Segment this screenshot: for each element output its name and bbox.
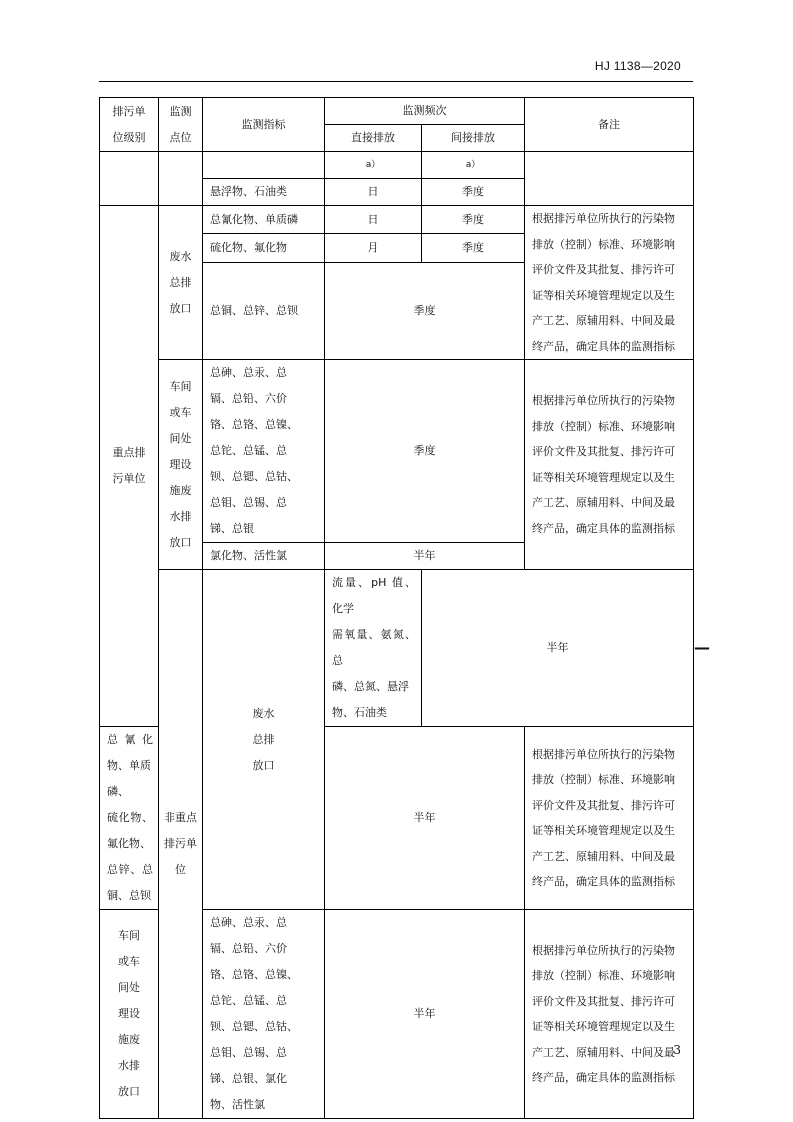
- freq-chloride: 半年: [325, 543, 525, 570]
- note-line: 根据排污单位所执行的污染物: [532, 747, 675, 761]
- note-line: 终产品，确定具体的监测指标: [532, 339, 675, 353]
- note-line: 排放（控制）标准、环境影响: [532, 969, 675, 982]
- site-workshop-nonkey-line: 或车: [118, 955, 140, 968]
- note-nonkey-outlet: [525, 727, 694, 910]
- site-workshop-nonkey-line: 施废: [118, 1033, 140, 1046]
- level-key-line-1: 重点排: [112, 446, 146, 459]
- metals-line: 镉、总铅、六价: [210, 392, 287, 405]
- header-direct: 直接排放: [325, 125, 422, 152]
- freq-indirect-suspended-solids: 季度: [422, 179, 525, 206]
- note-line: 根据排污单位所执行的污染物: [532, 943, 675, 957]
- metals-line: 锑、总银、氯化: [210, 1072, 287, 1085]
- note-line: 产工艺、原辅用料、中间及最: [532, 314, 675, 327]
- header-note: 备注: [525, 98, 694, 152]
- metals-line: 铬、总铬、总镍、: [210, 968, 298, 981]
- freq-flow-ph: 半年: [422, 570, 694, 727]
- site-workshop-key-line: 水排: [169, 509, 192, 523]
- site-outlet-nonkey-line-3: 放口: [252, 758, 275, 772]
- site-outlet-nonkey-line-1: 废水: [252, 706, 275, 720]
- site-workshop-nonkey-line: 理设: [118, 1007, 140, 1020]
- note-line: 终产品，确定具体的监测指标: [532, 521, 675, 535]
- document-code: HJ 1138—2020: [594, 59, 681, 73]
- metals-line: 总钼、总锡、总: [210, 1046, 287, 1059]
- metals-line: 总砷、总汞、总: [210, 916, 287, 929]
- metals-line: 物、活性氯: [210, 1098, 265, 1111]
- indicator-heavy-metals-key: [203, 360, 325, 543]
- note-line: 证等相关环境管理规定以及生: [532, 824, 675, 837]
- indicator-cyanide: 总氰化物、单质磷: [203, 206, 325, 234]
- indicator-chloride: 氯化物、活性氯: [203, 543, 325, 570]
- freq-indirect-cyanide: 季度: [422, 206, 525, 234]
- site-workshop-nonkey-line: 间处: [118, 981, 140, 994]
- header-frequency: 监测频次: [325, 98, 525, 125]
- metals-line: 钡、总锶、总钴、: [210, 1020, 298, 1033]
- indicator-sulfide: 硫化物、氟化物: [203, 234, 325, 262]
- note-line: 评价文件及其批复、排污许可: [532, 445, 675, 458]
- cyanide-line: 总氰化物、单质: [107, 733, 153, 772]
- level-nonkey-line-2: 排污单: [164, 837, 197, 850]
- metals-line: 总钼、总锡、总: [210, 496, 287, 509]
- indicator-cyanide-nonkey: [100, 727, 159, 910]
- site-workshop-key-line: 或车: [169, 405, 192, 419]
- header-site-line-1: 监测: [169, 104, 192, 118]
- flow-line: 物、石油类: [332, 706, 387, 719]
- header-level-line-1: 排污单: [112, 104, 146, 118]
- metals-line: 铬、总铬、总镍、: [210, 418, 298, 431]
- flow-line: 流量、pH 值、化学: [332, 576, 416, 615]
- metals-line: 镉、总铅、六价: [210, 942, 287, 955]
- note-line: 根据排污单位所执行的污染物: [532, 394, 675, 407]
- note-line: 评价文件及其批复、排污许可: [532, 263, 675, 276]
- metals-line: 总砷、总汞、总: [210, 366, 287, 379]
- cont-site-cell: [159, 152, 203, 206]
- freq-direct-suspended-solids: 日: [325, 179, 422, 206]
- site-workshop-nonkey-line: 水排: [118, 1059, 140, 1072]
- cont-note-cell: [525, 152, 694, 206]
- indicator-flow-ph: [325, 570, 422, 727]
- note-line: 产工艺、原辅用料、中间及最: [532, 496, 675, 509]
- flow-line: 磷、总氮、悬浮: [332, 680, 409, 693]
- level-key-unit: [100, 206, 159, 727]
- site-outlet-nonkey: [203, 570, 325, 910]
- footnote-a-direct: a）: [325, 152, 422, 179]
- note-line: 排放（控制）标准、环境影响: [532, 237, 675, 251]
- freq-direct-sulfide: 月: [325, 234, 422, 262]
- note-key-outlet: [525, 206, 694, 360]
- note-line: 终产品，确定具体的监测指标: [532, 1071, 675, 1084]
- note-key-workshop: [525, 360, 694, 570]
- note-line: 评价文件及其批复、排污许可: [532, 994, 675, 1008]
- site-workshop-key: [159, 360, 203, 570]
- site-workshop-key-line: 间处: [169, 431, 192, 445]
- level-nonkey-unit: [159, 570, 203, 1119]
- freq-direct-cyanide: 日: [325, 206, 422, 234]
- site-outlet-key-line-1: 废水: [169, 249, 192, 263]
- site-workshop-nonkey-line: 车间: [118, 929, 140, 942]
- monitoring-frequency-table: 排污单 位级别 监测 点位 监测指标 监测频次 备注 直接排放 间接排放 a） a） 悬浮物、石油类 日 季度 重点排 污单位 废水 总排 放口 总氰化物、单质磷 日 季度 根据排污单位所执行的污染物 排放（控制）标准、环境影响 评价文件及其批复、排污许可 证等相关环境管理规定以及生 产工艺、原辅用料、中间及最 终产品，确定具体的监测指标 硫化物、氟化物 月 季度 总铜、总锌、总钡 季度 车间 或车 间处 理设 施废 水排 放口 总砷、总汞、总 镉、总铅、六价 铬、总铬、总镍、 总铊、总锰、总 钡、总锶、总钴、 总钼、总锡、总 锑、总银 季度 根据排污单位所执行的污染物 排放（控制）标准、环境影响 评价文件及其批复、排污许可 证等相关环境管理规定以及生 产工艺、原辅用料、中间及最 终产品，确定具体的监测指标 氯化物、活性氯 半年 非重点 排污单 位 废水 总排 放口 流量、pH 值、化学 需氧量、氨氮、总 磷、总氮、悬浮 物、石油类 半年 — 总氰化物、单质 磷、 硫化物、氟化物、 总锌、总铜、总钡 半年 根据排污单位所执行的污染物 排放（控制）标准、环境影响 评价文件及其批复、排污许可 证等相关环境管理规定以及生 产工艺、原辅用料、中间及最 终产品，确定具体的监测指标 车间 或车 间处 理设 施废 水排 放口 总砷、总汞、总 镉、总铅、六价 铬、总铬、总镍、 总铊、总锰、总 钡、总锶、总钴、 总钼、总锡、总 锑、总银、氯化 物、活性氯 半年 根据排污单位所执行的污染物 排放（控制）标准、环境影响 评价文件及其批复、排污许可 证等相关环境管理规定以及生 产工艺、原辅用料、中间及最 终产品，确定具体的监测指标: [99, 97, 694, 1119]
- flow-line: 需氧量、氨氮、总: [332, 628, 416, 667]
- cyanide-line: 磷、: [107, 785, 129, 798]
- footnote-a-indirect: a）: [422, 152, 525, 179]
- site-outlet-key: [159, 206, 203, 360]
- note-nonkey-workshop: [525, 910, 694, 1119]
- note-line: 产工艺、原辅用料、中间及最: [532, 1045, 675, 1059]
- site-workshop-key-line: 理设: [169, 457, 192, 471]
- note-line: 评价文件及其批复、排污许可: [532, 798, 675, 812]
- header-indirect: 间接排放: [422, 125, 525, 152]
- note-line: 证等相关环境管理规定以及生: [532, 470, 675, 484]
- header-site-line-2: 点位: [169, 130, 192, 144]
- note-line: 排放（控制）标准、环境影响: [532, 419, 675, 433]
- freq-indirect-sulfide: 季度: [422, 234, 525, 262]
- header-rule: [99, 81, 693, 82]
- freq-heavy-metals-nonkey: 半年: [325, 910, 525, 1119]
- note-line: 证等相关环境管理规定以及生: [532, 1020, 675, 1033]
- site-workshop-nonkey: [100, 910, 159, 1119]
- cyanide-line: 硫化物、氟化物、: [107, 811, 153, 850]
- site-workshop-key-line: 施废: [169, 483, 192, 497]
- site-outlet-nonkey-line-2: 总排: [252, 732, 275, 746]
- header-site: [159, 98, 203, 152]
- site-workshop-nonkey-line: 放口: [118, 1085, 140, 1098]
- level-nonkey-line-1: 非重点: [164, 811, 197, 824]
- header-level: [100, 98, 159, 152]
- metals-line: 总铊、总锰、总: [210, 444, 287, 457]
- freq-copper: 季度: [325, 262, 525, 359]
- level-nonkey-line-3: 位: [175, 863, 186, 876]
- header-level-line-2: 位级别: [112, 130, 146, 144]
- cont-level-cell: [100, 152, 159, 206]
- note-line: 排放（控制）标准、环境影响: [532, 773, 675, 786]
- metals-line: 钡、总锶、总钴、: [210, 470, 298, 483]
- indicator-suspended-solids: 悬浮物、石油类: [203, 179, 325, 206]
- note-line: 终产品，确定具体的监测指标: [532, 875, 675, 888]
- indicator-heavy-metals-nonkey: [203, 910, 325, 1119]
- freq-heavy-metals-key: 季度: [325, 360, 525, 543]
- metals-line: 锑、总银: [210, 522, 254, 535]
- site-workshop-key-line: 放口: [169, 535, 192, 549]
- freq-cyanide-nonkey: 半年: [325, 727, 525, 910]
- level-key-line-2: 污单位: [112, 472, 146, 485]
- site-outlet-key-line-2: 总排: [169, 275, 192, 289]
- header-indicator: 监测指标: [203, 98, 325, 152]
- site-workshop-key-line: 车间: [169, 379, 192, 393]
- page-number: 3: [673, 1043, 681, 1057]
- cont-indicator-cell: [203, 152, 325, 179]
- note-line: 产工艺、原辅用料、中间及最: [532, 849, 675, 863]
- note-line: 证等相关环境管理规定以及生: [532, 288, 675, 302]
- note-line: 根据排污单位所执行的污染物: [532, 212, 675, 225]
- indicator-copper: 总铜、总锌、总钡: [203, 262, 325, 359]
- site-outlet-key-line-3: 放口: [169, 301, 192, 315]
- metals-line: 总铊、总锰、总: [210, 994, 287, 1007]
- cyanide-line: 总锌、总铜、总钡: [107, 863, 153, 902]
